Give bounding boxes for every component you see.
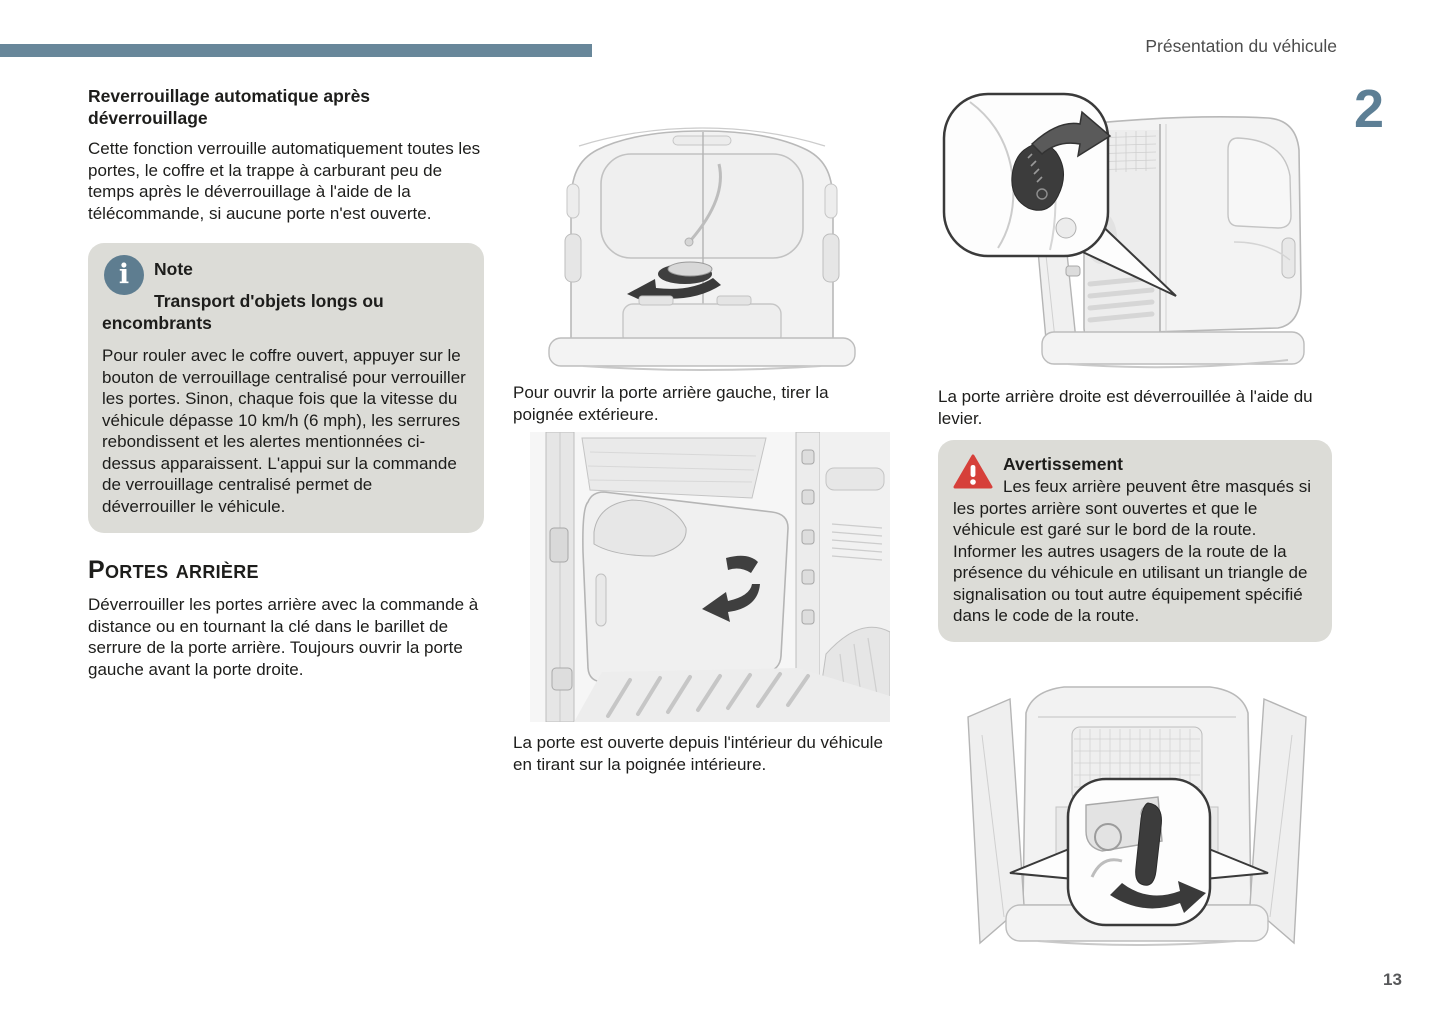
figure-van-rear-closed xyxy=(513,88,891,377)
section-body-rear-doors: Déverrouiller les portes arrière avec la commande à distance ou en tournant la clé dans le barillet de serrure de la porte arrière. Toujours ouvrir la porte gauche avant la porte droite. xyxy=(88,595,479,679)
page-header: Présentation du véhicule xyxy=(1145,36,1337,56)
note-body: Pour rouler avec le coffre ouvert, appuyer sur le bouton de verrouillage centralisé pour verrouiller les portes. Sinon, chaque fois que la vitesse du véhicule dépasse 10 km/h (6 mph), les serrures rebondissent et les alertes mentionnées ci-dessus apparaissent. L'appui sur la commande de verrouillage centralisé permet de déverrouiller le véhicule. xyxy=(102,346,466,516)
note-box xyxy=(88,243,484,533)
warning-title: Avertissement xyxy=(1003,454,1123,474)
info-icon: i xyxy=(104,255,144,295)
warning-body: Les feux arrière peuvent être masqués si les portes arrière sont ouvertes et que le véhicule est garé sur le bord de la route. Informer les autres usagers de la route de la présence du véhicule en utilisant un triangle de signalisation ou tout autre équipement spécifié dans le code de la route. xyxy=(953,477,1312,625)
section-body-relock: Cette fonction verrouille automatiquement toutes les portes, le coffre et la trappe à carburant peu de temps après le déverrouillage à l'aide de la télécommande, si aucune porte n'est ouverte. xyxy=(88,139,481,223)
figure1-caption: Pour ouvrir la porte arrière gauche, tirer la poignée extérieure. xyxy=(513,383,829,424)
left-column xyxy=(88,85,484,680)
both-doors-open-latch-illustration xyxy=(952,655,1322,977)
page-number: 13 xyxy=(1383,970,1402,989)
warning-box xyxy=(938,440,1332,642)
warning-triangle-icon xyxy=(953,454,993,490)
right-door-lever-illustration xyxy=(938,88,1332,376)
van-rear-closed-illustration xyxy=(513,88,891,372)
right-column xyxy=(938,88,1332,982)
figure2-caption: La porte est ouverte depuis l'intérieur du véhicule en tirant sur la poignée intérieure. xyxy=(513,733,883,774)
figure3-caption: La porte arrière droite est déverrouillée à l'aide du levier. xyxy=(938,387,1313,428)
section-heading-relock: Reverrouillage automatique après déverrouillage xyxy=(88,86,371,128)
figure-both-doors-open-latch xyxy=(952,655,1332,982)
figure-right-door-lever xyxy=(938,88,1332,381)
section-heading-rear-doors: Portes arrière xyxy=(88,556,259,584)
chapter-number: 2 xyxy=(1354,79,1385,139)
middle-column xyxy=(513,88,891,775)
figure-door-open-interior xyxy=(530,432,891,727)
note-title: Note xyxy=(154,259,193,279)
note-subtitle: Transport d'objets longs ou encombrants xyxy=(102,291,384,333)
accent-bar xyxy=(0,44,592,57)
door-open-interior-illustration xyxy=(530,432,890,722)
